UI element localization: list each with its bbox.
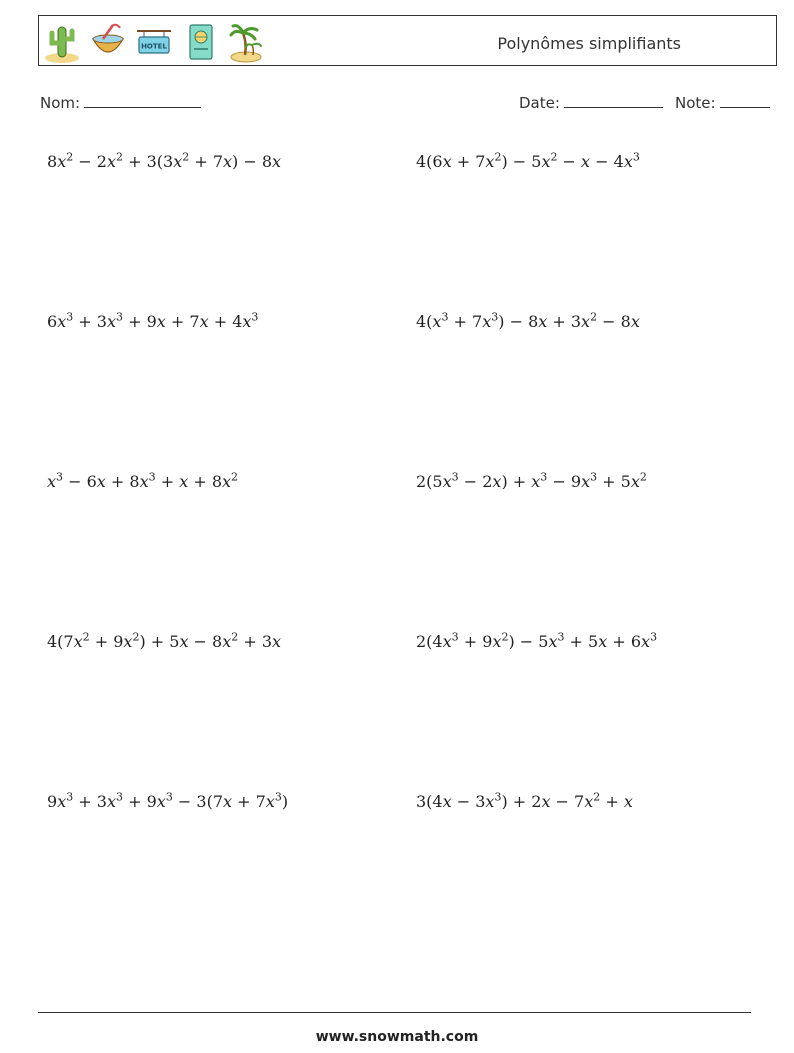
cactus-icon	[43, 21, 81, 63]
footer-divider	[38, 1012, 751, 1013]
header-icons	[43, 21, 265, 63]
note-blank	[720, 93, 770, 108]
date-field	[519, 93, 663, 112]
palm-island-icon	[227, 21, 265, 63]
hotel-sign-icon	[135, 21, 173, 63]
passport-icon	[181, 21, 219, 63]
date-blank	[564, 93, 663, 108]
problem-10: $3(4x - 3x^3) + 2x - 7x^2 + x$	[416, 790, 633, 811]
problem-9: $9x^3 + 3x^3 + 9x^3 - 3(7x + 7x^3)$	[47, 790, 289, 811]
name-blank	[84, 93, 201, 108]
problem-4: $4(x^3 + 7x^3) - 8x + 3x^2 - 8x$	[416, 310, 640, 331]
problem-6: $2(5x^3 - 2x) + x^3 - 9x^3 + 5x^2$	[416, 470, 647, 491]
problem-8: $2(4x^3 + 9x^2) - 5x^3 + 5x + 6x^3$	[416, 630, 658, 651]
problem-7: $4(7x^2 + 9x^2) + 5x - 8x^2 + 3x$	[47, 630, 282, 651]
problem-2: $4(6x + 7x^2) - 5x^2 - x - 4x^3$	[416, 150, 640, 171]
coconut-drink-icon	[89, 21, 127, 63]
svg-text:HOTEL: HOTEL	[141, 42, 167, 51]
problem-3: $6x^3 + 3x^3 + 9x + 7x + 4x^3$	[47, 310, 259, 331]
problem-5: $x^3 - 6x + 8x^3 + x + 8x^2$	[47, 470, 239, 491]
footer-website: www.snowmath.com	[315, 1029, 479, 1045]
name-field	[40, 93, 201, 112]
note-field	[675, 93, 770, 112]
worksheet-header	[38, 15, 777, 66]
name-label: Nom:	[40, 94, 81, 112]
worksheet-title: Polynômes simplifiants	[497, 34, 681, 53]
date-label: Date:	[519, 94, 560, 112]
note-label: Note:	[675, 94, 716, 112]
problem-1: $8x^2 - 2x^2 + 3(3x^2 + 7x) - 8x$	[47, 150, 282, 171]
